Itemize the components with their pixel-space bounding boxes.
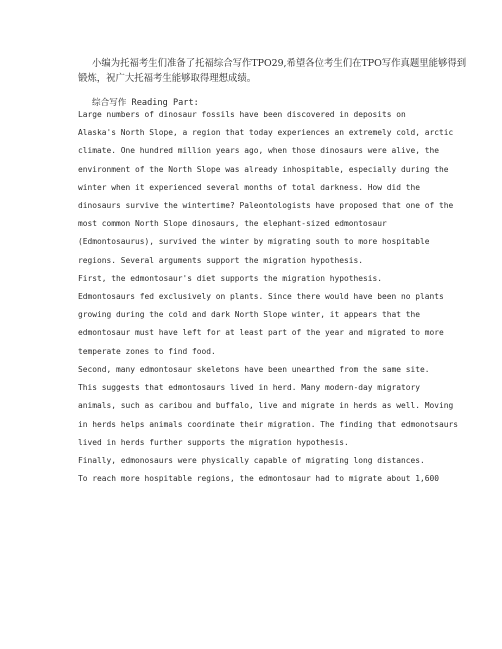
paragraph-line: most common North Slope dinosaurs, the elephant-sized edmontosaur: [78, 219, 387, 229]
paragraph-line: Edmontosaurs fed exclusively on plants. Since there would have been no plants: [78, 292, 444, 301]
paragraph-line: in herds helps animals coordinate their migration. The finding that edmonotsaurs: [78, 419, 459, 429]
paragraph-line: dinosaurs survive the wintertime? Paleontologists have proposed that one of the: [78, 201, 454, 211]
paragraph-line: Finally, edmonosaurs were physically capable of migrating long distances.: [78, 456, 425, 465]
paragraph-line: climate. One hundred million years ago, when those dinosaurs were alive, the: [78, 146, 440, 156]
paragraph-line: environment of the North Slope was already inhospitable, especially during the: [78, 164, 449, 174]
paragraph-line: animals, such as caribou and buffalo, live and migrate in herds as well. Moving: [78, 401, 454, 411]
paragraph-line: This suggests that edmontosaurs lived in herd. Many modern-day migratory: [78, 383, 421, 393]
intro-text: [78, 56, 467, 86]
paragraph-line: Large numbers of dinosaur fossils have been discovered in deposits on: [78, 110, 406, 119]
paragraph-distance: [78, 470, 439, 488]
paragraph-line: Second, many edmontosaur skeletons have been unearthed from the same site.: [78, 365, 430, 374]
paragraph-finally: [78, 452, 425, 470]
paragraph-line: winter when it experienced several months of total darkness. How did the: [78, 182, 421, 192]
paragraph-line: temperate zones to find food.: [78, 346, 216, 356]
intro-line: 小编为托福考生们准备了托福综合写作TPO29,希望各位考生们在TPO写作真题里能够得到: [92, 58, 467, 69]
section-title: 综合写作 Reading Part:: [92, 98, 199, 108]
paragraph-herds: [78, 361, 458, 452]
paragraph-line: edmontosaur must have left for at least part of the year and migrated to more: [78, 328, 444, 338]
paragraph-line: First, the edmontosaur's diet supports the migration hypothesis.: [78, 274, 383, 283]
paragraph-line: (Edmontosaurus), survived the winter by migrating south to more hospitable: [78, 237, 430, 247]
paragraph-line: growing during the cold and dark North Slope winter, it appears that the: [78, 310, 421, 320]
paragraph-intro: [78, 106, 453, 270]
paragraph-line: lived in herds further supports the migration hypothesis.: [78, 437, 349, 447]
paragraph-line: regions. Several arguments support the migration hypothesis.: [78, 255, 364, 265]
paragraph-line: To reach more hospitable regions, the edmontosaur had to migrate about 1,600: [78, 474, 440, 483]
paragraph-first-point: [78, 270, 382, 288]
intro-line: 锻炼，祝广大托福考生能够取得理想成绩。: [78, 73, 257, 84]
paragraph-line: Alaska's North Slope, a region that today experiences an extremely cold, arctic: [78, 128, 454, 138]
paragraph-diet: [78, 288, 444, 361]
